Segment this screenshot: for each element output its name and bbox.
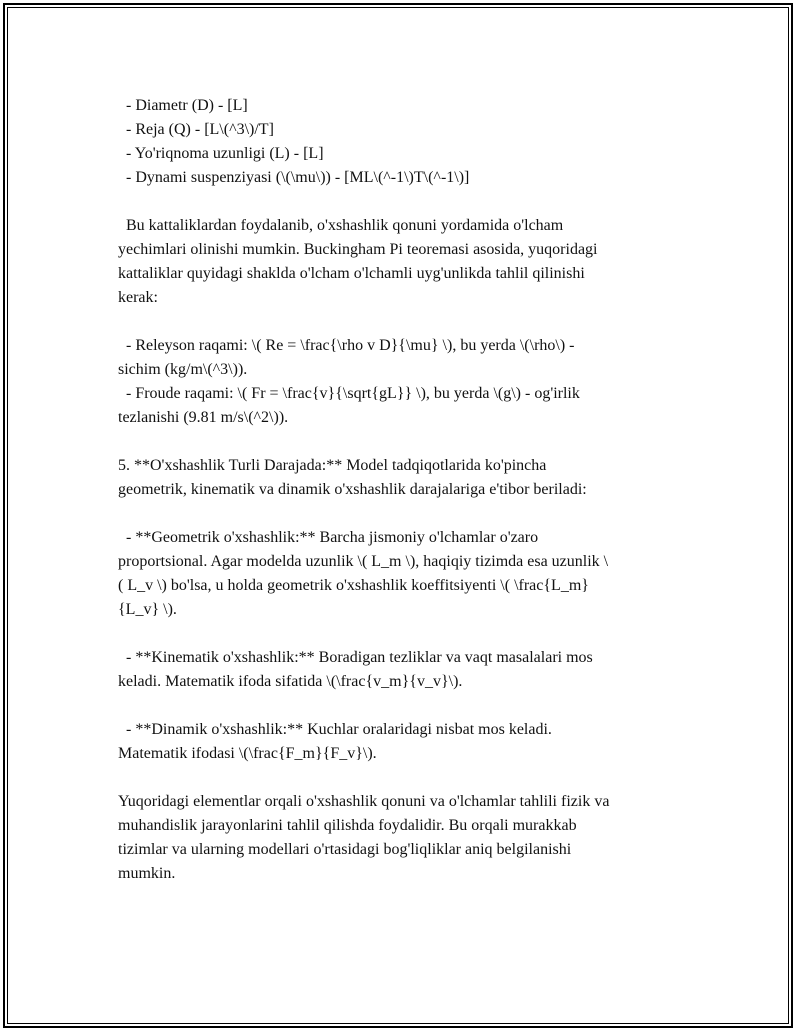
paragraph-gap [118,622,688,646]
text-line: mumkin. [118,865,176,882]
text-line: sichim (kg/m\(^3\)). [118,361,248,378]
text-line: - Releyson raqami: \( Re = \frac{\rho v D}{\mu} \), bu yerda \(\rho\) - [118,337,575,354]
paragraph [118,526,688,622]
text-line: - **Dinamik o'xshashlik:** Kuchlar oralaridagi nisbat mos keladi. [118,721,552,738]
paragraph-gap [118,694,688,718]
text-line: kerak: [118,289,158,306]
text-line: - Diametr (D) - [L] [118,97,248,114]
paragraph [118,790,688,886]
paragraph-gap [118,502,688,526]
text-line: keladi. Matematik ifoda sifatida \(\frac{v_m}{v_v}\). [118,673,463,690]
text-line: - Dynami suspenziyasi (\(\mu\)) - [ML\(^-1\)T\(^-1\)] [118,169,470,186]
text-line: 5. **O'xshashlik Turli Darajada:** Model tadqiqotlarida ko'pincha [118,457,547,474]
paragraph [118,718,688,766]
text-line: - Yo'riqnoma uzunligi (L) - [L] [118,145,324,162]
text-line: ( L_v \) bo'lsa, u holda geometrik o'xshashlik koeffitsiyenti \( \frac{L_m} [118,577,589,594]
text-line: Matematik ifodasi \(\frac{F_m}{F_v}\). [118,745,377,762]
paragraph [118,94,688,190]
text-line: yechimlari olinishi mumkin. Buckingham Pi teoremasi asosida, yuqoridagi [118,241,598,258]
text-line: proportsional. Agar modelda uzunlik \( L_m \), haqiqiy tizimda esa uzunlik \ [118,553,609,570]
paragraph-gap [118,190,688,214]
paragraph-gap [118,766,688,790]
text-line: muhandislik jarayonlarini tahlil qilishda foydalidir. Bu orqali murakkab [118,817,577,834]
text-line: tizimlar va ularning modellari o'rtasidagi bog'liqliklar aniq belgilanishi [118,841,572,858]
text-line: {L_v} \). [118,601,177,618]
text-line: Bu kattaliklardan foydalanib, o'xshashlik qonuni yordamida o'lcham [118,217,564,234]
text-line: tezlanishi (9.81 m/s\(^2\)). [118,409,289,426]
paragraph-gap [118,310,688,334]
text-line: - Reja (Q) - [L\(^3\)/T] [118,121,274,138]
text-line: kattaliklar quyidagi shaklda o'lcham o'lchamli uyg'unlikda tahlil qilinishi [118,265,585,282]
paragraph-gap [118,430,688,454]
text-line: - Froude raqami: \( Fr = \frac{v}{\sqrt{gL}} \), bu yerda \(g\) - og'irlik [118,385,580,402]
paragraph [118,214,688,310]
document-body [118,94,688,886]
text-line: - **Geometrik o'xshashlik:** Barcha jismoniy o'lchamlar o'zaro [118,529,539,546]
paragraph [118,646,688,694]
paragraph [118,454,688,502]
text-line: geometrik, kinematik va dinamik o'xshashlik darajalariga e'tibor beriladi: [118,481,587,498]
text-line: Yuqoridagi elementlar orqali o'xshashlik qonuni va o'lchamlar tahlili fizik va [118,793,610,810]
text-line: - **Kinematik o'xshashlik:** Boradigan tezliklar va vaqt masalalari mos [118,649,593,666]
paragraph [118,334,688,430]
